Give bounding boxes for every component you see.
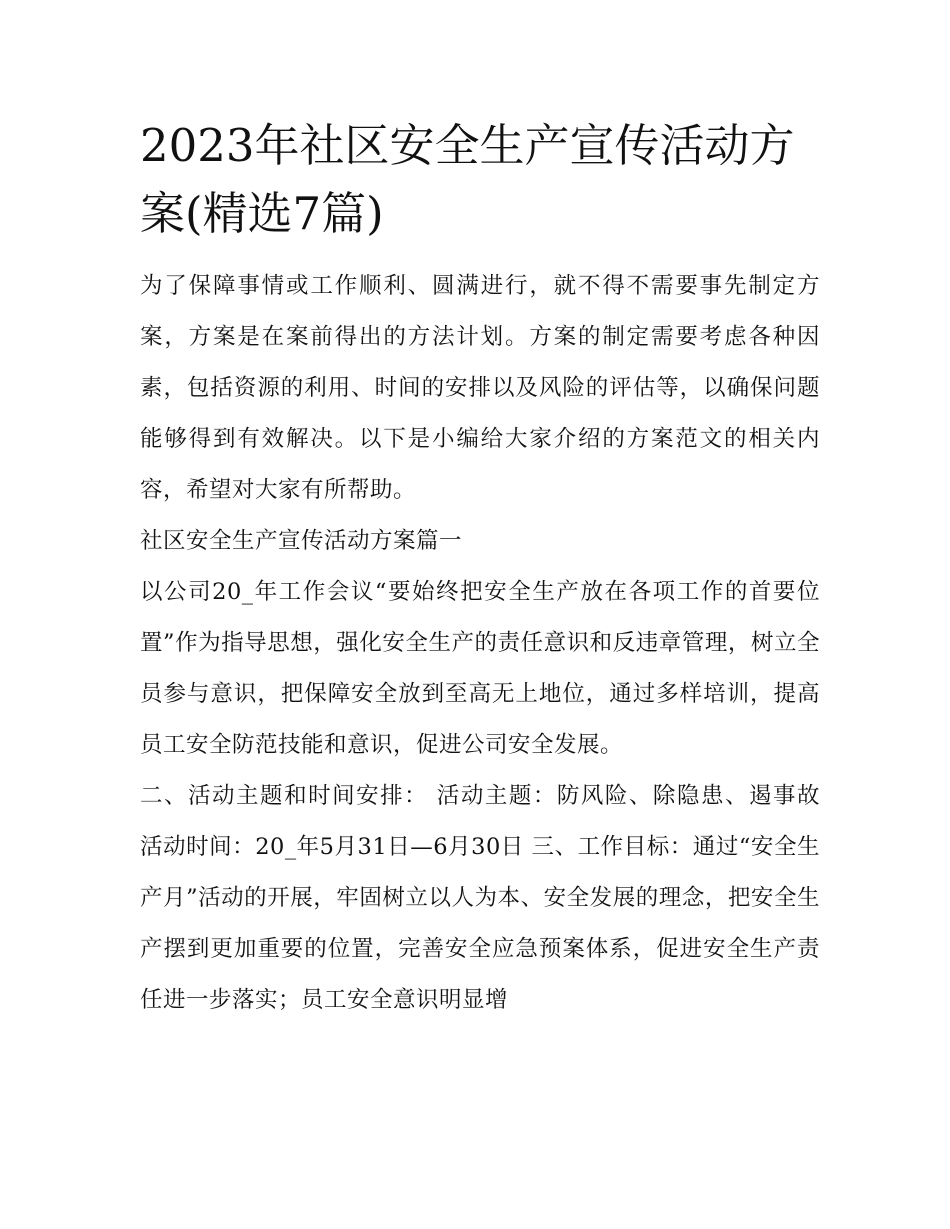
intro-paragraph: 为了保障事情或工作顺利、圆满进行，就不得不需要事先制定方案，方案是在案前得出的方法计划。方案的制定需要考虑各种因素，包括资源的利用、时间的安排以及风险的评估等，以确保问题能够得到有效解决。以下是小编给大家介绍的方案范文的相关内容，希望对大家有所帮助。 bbox=[140, 273, 820, 503]
section-heading: 社区安全生产宣传活动方案篇一 bbox=[140, 528, 463, 554]
document-title: 2023年社区安全生产宣传活动方案(精选7篇) bbox=[140, 119, 795, 240]
document-page bbox=[140, 112, 820, 1026]
theme-paragraph: 二、活动主题和时间安排： 活动主题：防风险、除隐患、遏事故 活动时间：20_年5月31日—6月30日 三、工作目标：通过“安全生产月”活动的开展，牢固树立以人为本、安全发展的理念，把安全生产摆到更加重要的位置，完善安全应急预案体系，促进安全生产责任进一步落实；员工安全意识明显增 bbox=[140, 783, 820, 1013]
guiding-paragraph: 以公司20_年工作会议“要始终把安全生产放在各项工作的首要位置”作为指导思想，强化安全生产的责任意识和反违章管理，树立全员参与意识，把保障安全放到至高无上地位，通过多样培训，提高员工安全防范技能和意识，促进公司安全发展。 bbox=[140, 579, 820, 758]
document-body bbox=[140, 261, 820, 1026]
